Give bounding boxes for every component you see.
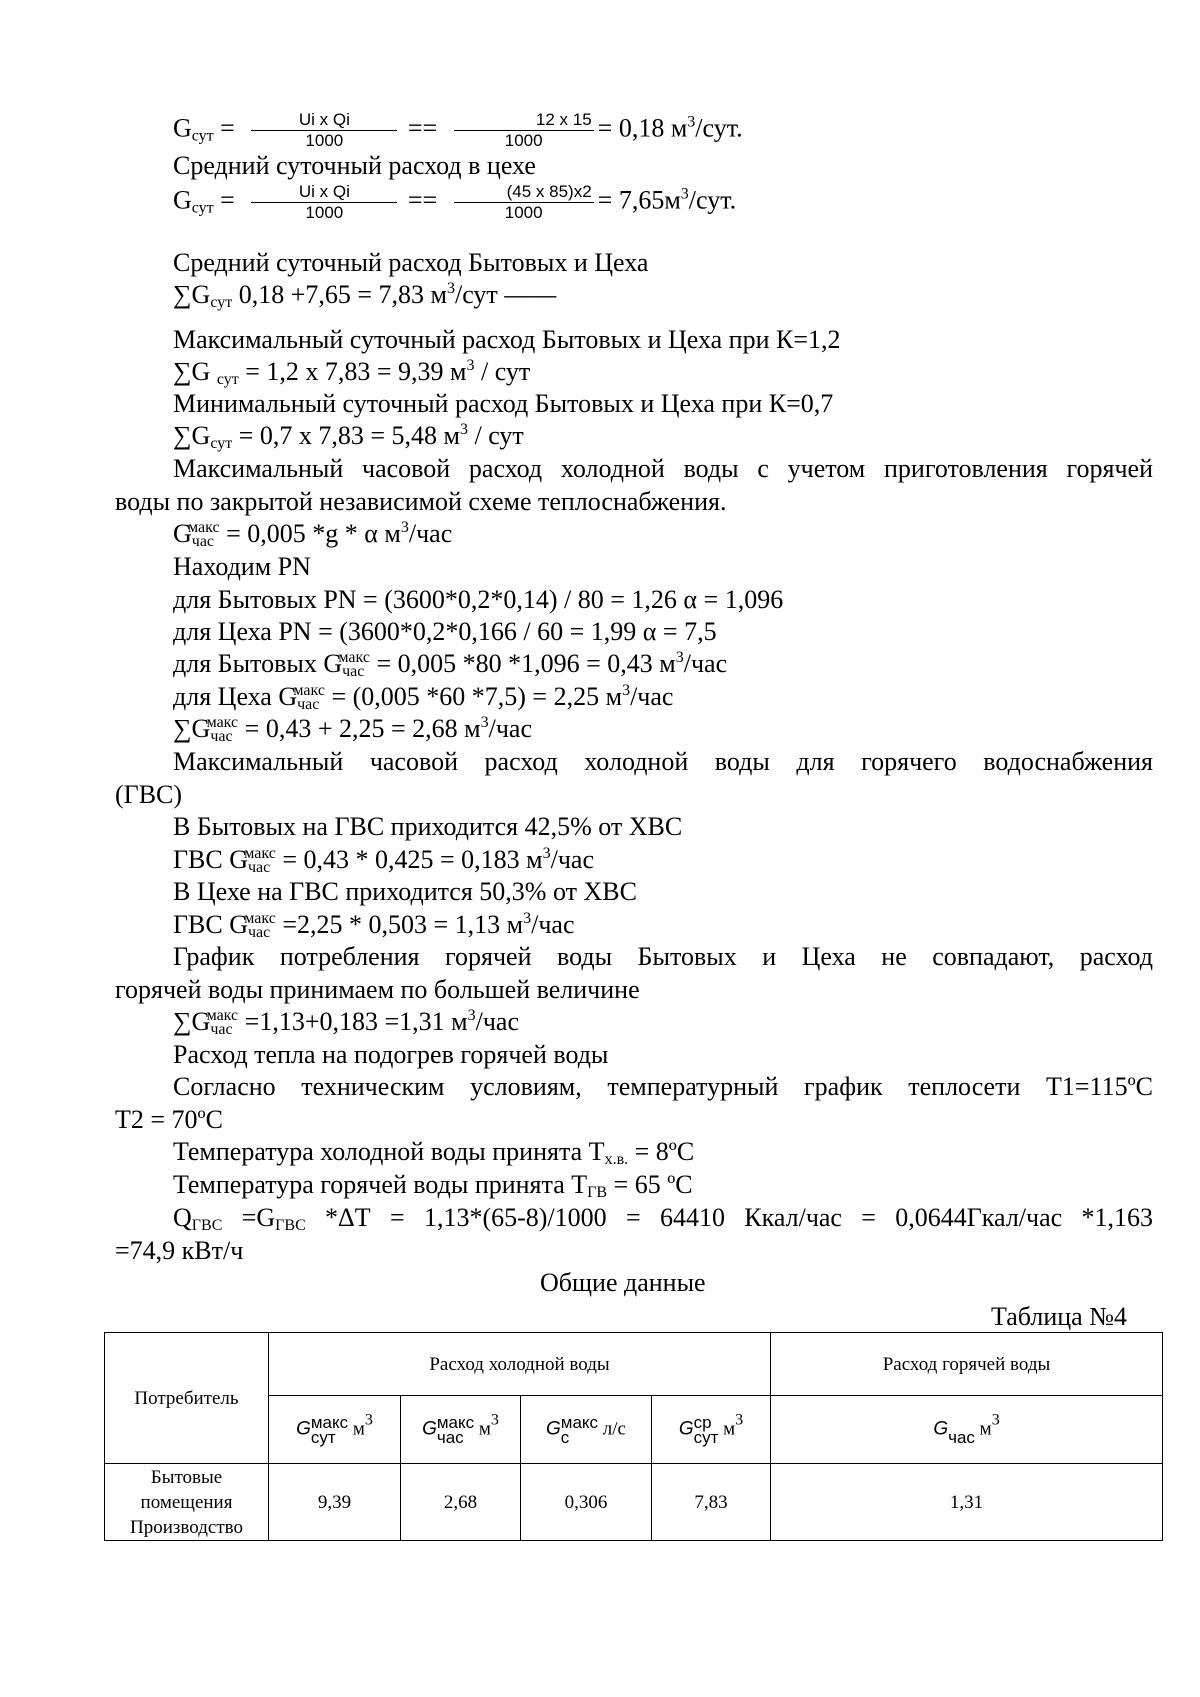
paragraph-line: воды по закрытой независимой схеме теплоснабжения. <box>115 487 727 516</box>
text-line: для Бытовых PN = (3600*0,2*0,14) / 80 = 1,26 α = 1,096 <box>173 585 784 614</box>
text-line: $\sum G_{час}^{макс} =1,13+0,183 =1,31$ $м^3$/час <box>173 1007 519 1038</box>
text-line: В Цехе на ГВС приходится 50,3% от ХВС <box>173 877 637 906</box>
paragraph-line: Согласно техническим условиям, температурный график теплосети Т1=115ºС <box>173 1072 1153 1101</box>
text-line: Средний суточный расход в цехе <box>173 151 536 180</box>
paragraph-line: График потребления горячей воды Бытовых и Цеха не совпадают, расход <box>173 942 1153 971</box>
text-line: Минимальный суточный расход Бытовых и Цеха при К=0,7 <box>173 389 834 418</box>
header-cold-water: Расход холодной воды <box>269 1333 771 1396</box>
text-line: Максимальный суточный расход Бытовых и Цеха при К=1,2 <box>173 325 841 354</box>
header-hot-water: Расход горячей воды <box>771 1333 1163 1396</box>
row-label: Бытовые помещения Производство <box>105 1464 269 1541</box>
col-g-hour-hot: G час $м^3$ <box>771 1396 1163 1464</box>
cell-value: 1,31 <box>771 1464 1163 1541</box>
text-line: Температура холодной воды принята $Т_{х.в.}$ = 8ºС <box>173 1137 695 1168</box>
text-line: $G_{час}^{макс} = 0,005$ *g * α $м^3$/час <box>173 519 453 550</box>
text-line: ГВС $G_{час}^{макс} = 0,43 * 0,425 = 0,183$ $м^3$/час <box>173 845 595 876</box>
paragraph-line: Т2 = 70ºС <box>115 1105 223 1134</box>
header-consumer: Потребитель <box>105 1333 269 1464</box>
cell-value: 9,39 <box>269 1464 401 1541</box>
text-line: Температура горячей воды принята $Т_{ГВ} = 65$ ºС <box>173 1170 693 1201</box>
text-line: ГВС $G_{час}^{макс} =2,25 * 0,503 = 1,13$ $м^3$/час <box>173 910 575 941</box>
cell-value: 0,306 <box>521 1464 652 1541</box>
table-number: Таблица №4 <box>991 1302 1128 1331</box>
table-row <box>105 1464 1163 1541</box>
text-line: для Цеха $G_{час}^{макс} = (0,005$ *60 *7,5) = 2,25 $м^3$/час <box>173 682 674 713</box>
formula-daily-workshop: $G_{сут}$ = $\frac{\text{Ui x Qi}}{1000}$ == $\frac{(45 x 85)x2}{1000}$ = $7,65м^3$/сут. <box>173 182 737 222</box>
cell-value: 7,83 <box>652 1464 771 1541</box>
text-line: Средний суточный расход Бытовых и Цеха <box>173 248 649 277</box>
formula-heat: $Q_{ГВС} =G_{ГВС}$ *ΔТ = 1,13*(65-8)/1000 = 64410 Ккал/час = 0,0644Гкал/час *1,163 <box>173 1203 1153 1234</box>
text-line: ∑G $_{сут}$ = 1,2 х 7,83 = 9,39 $м^3$ / сут <box>173 357 531 388</box>
cell-value: 2,68 <box>401 1464 521 1541</box>
section-title: Общие данные <box>540 1268 706 1297</box>
col-g-day-max: Gмакс сут $м^3$ <box>269 1396 401 1464</box>
text-line: В Бытовых на ГВС приходится 42,5% от ХВС <box>173 812 683 841</box>
text-line: $\sum G_{час}^{макс} = 0,43 + 2,25 = 2,68$ $м^3$/час <box>173 714 532 745</box>
summary-table <box>104 1332 1163 1541</box>
paragraph-line: горячей воды принимаем по большей величине <box>115 975 640 1004</box>
text-line: $\sum G_{сут}$ 0,18 +7,65 = 7,83 $м^3$/сут —— <box>173 280 557 311</box>
paragraph-line: =74,9 кВт/ч <box>115 1236 244 1265</box>
paragraph-line: Максимальный часовой расход холодной воды с учетом приготовления горячей <box>173 454 1153 483</box>
col-g-day-avg: Gср сут $м^3$ <box>652 1396 771 1464</box>
text-line: $\sum G_{сут} = 0,7$ х 7,83 = 5,48 $м^3$ / сут <box>173 421 524 452</box>
col-g-sec-max: Gмакс с л/с <box>521 1396 652 1464</box>
text-line: для Бытовых $G_{час}^{макс} = 0,005$ *80 *1,096 = 0,43 $м^3$/час <box>173 649 728 680</box>
col-g-hour-max: Gмакс час $м^3$ <box>401 1396 521 1464</box>
text-line: Находим PN <box>173 552 311 581</box>
paragraph-line: Максимальный часовой расход холодной воды для горячего водоснабжения <box>173 747 1153 776</box>
text-line: Расход тепла на подогрев горячей воды <box>173 1040 609 1069</box>
formula-daily-household: $G_{сут}$ = $\frac{\text{Ui x Qi}}{1000}$ == $\frac{12 x 15}{1000}$ = 0,18 $м^3$/сут. <box>173 110 743 150</box>
text-line: для Цеха PN = (3600*0,2*0,166 / 60 = 1,99 α = 7,5 <box>173 617 717 646</box>
paragraph-line: (ГВС) <box>115 780 183 809</box>
